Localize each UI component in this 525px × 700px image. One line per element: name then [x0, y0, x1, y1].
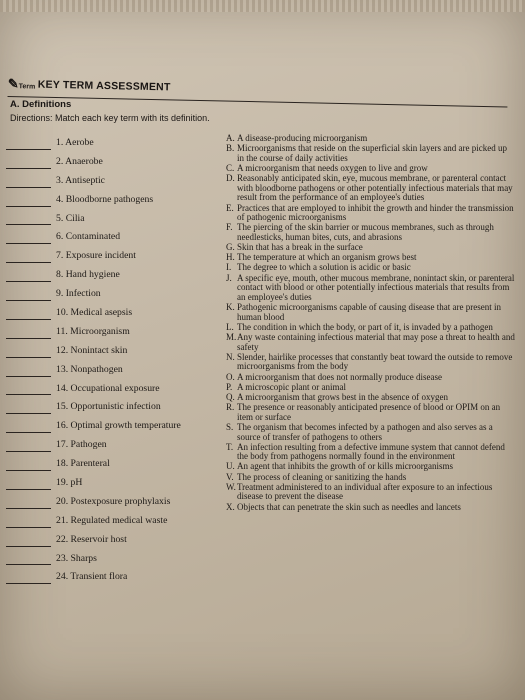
definition-item: [226, 274, 516, 303]
definition-letter: M.: [226, 332, 237, 342]
answer-blank[interactable]: [6, 168, 51, 169]
definition-item: [226, 462, 516, 472]
term-row: [6, 155, 221, 174]
definition-text: The condition in which the body, or part of it, is invaded by a pathogen: [237, 321, 493, 332]
term-row: [6, 193, 221, 212]
definition-text: A microorganism that does not normally produce disease: [237, 371, 443, 382]
section-title: A. Definitions: [10, 99, 72, 110]
definition-letter: O.: [226, 371, 235, 382]
term-row: [6, 306, 221, 325]
definition-letter: G.: [226, 242, 235, 253]
answer-blank[interactable]: [6, 338, 51, 339]
term-row: [6, 570, 221, 589]
definition-text: A microscopic plant or animal: [237, 381, 346, 392]
term-label: 22. Reservoir host: [56, 533, 127, 545]
definition-text: Pathogenic microorganisms capable of causing disease that are present in human blood: [237, 302, 501, 322]
answer-blank[interactable]: [6, 243, 51, 244]
answer-blank[interactable]: [6, 224, 51, 225]
definition-item: [226, 353, 516, 372]
definition-item: [226, 393, 516, 403]
definition-item: [226, 323, 516, 333]
definition-letter: P.: [226, 381, 233, 392]
term-row: [6, 382, 221, 401]
term-row: [6, 230, 221, 249]
term-label: 12. Nonintact skin: [56, 344, 128, 356]
answer-blank[interactable]: [6, 376, 51, 377]
definition-letter: B.: [226, 143, 235, 154]
term-label: 23. Sharps: [56, 552, 97, 564]
term-row: [6, 552, 221, 571]
definition-text: The presence or reasonably anticipated presence of blood or OPIM on an item or surface: [237, 402, 501, 422]
answer-blank[interactable]: [6, 300, 51, 301]
answer-blank[interactable]: [6, 319, 51, 320]
definition-letter: C.: [226, 162, 235, 173]
definition-item: [226, 204, 516, 223]
term-row: [6, 287, 221, 306]
term-row: [6, 212, 221, 231]
term-row: [6, 438, 221, 457]
answer-blank[interactable]: [6, 546, 51, 547]
term-label: 8. Hand hygiene: [56, 269, 120, 281]
section-header: [8, 74, 508, 107]
term-label: 20. Postexposure prophylaxis: [56, 495, 171, 507]
definition-letter: T.: [226, 441, 234, 452]
term-row: [6, 325, 221, 344]
definition-item: [226, 423, 516, 442]
definition-letter: I.: [226, 262, 232, 273]
definition-item: [226, 373, 516, 383]
term-label: 13. Nonpathogen: [56, 363, 123, 375]
term-row: [6, 533, 221, 552]
answer-blank[interactable]: [6, 413, 51, 414]
definition-text: A disease-producing microorganism: [237, 133, 368, 143]
term-label: 1. Aerobe: [56, 137, 94, 148]
definition-letter: W.: [226, 481, 236, 492]
term-row: [6, 457, 221, 476]
definition-item: [226, 134, 516, 144]
page-edge: [0, 0, 525, 12]
definition-text: A specific eye, mouth, other mucous membrane, nonintact skin, or parenteral contact with blood or other potentially infectious materials that results from an employee's duties: [237, 272, 515, 302]
definition-text: A microorganism that needs oxygen to live and grow: [237, 162, 428, 173]
answer-blank[interactable]: [6, 357, 51, 358]
definition-item: [226, 144, 516, 163]
term-label: 7. Exposure incident: [56, 250, 136, 262]
term-label: 24. Transient flora: [56, 571, 128, 583]
answer-blank[interactable]: [6, 206, 51, 207]
term-row: [6, 363, 221, 382]
answer-blank[interactable]: [6, 451, 51, 452]
term-label: 10. Medical asepsis: [56, 307, 133, 319]
definition-item: [226, 473, 516, 483]
definition-text: A microorganism that grows best in the absence of oxygen: [237, 391, 449, 402]
term-row: [6, 136, 221, 155]
definition-text: Reasonably anticipated skin, eye, mucous membrane, or parenteral contact with bloodborne pathogens or other potentially infectious materials that may result from the performance of an employee's duties: [237, 173, 513, 203]
definition-letter: K.: [226, 302, 235, 313]
answer-blank[interactable]: [6, 187, 51, 188]
answer-blank[interactable]: [6, 583, 51, 584]
definition-letter: Q.: [226, 391, 235, 402]
term-label: 17. Pathogen: [56, 439, 107, 451]
term-label: 14. Occupational exposure: [56, 382, 160, 394]
definition-letter: S.: [226, 421, 234, 432]
definition-item: [226, 223, 516, 242]
term-row: [6, 514, 221, 533]
answer-blank[interactable]: [6, 527, 51, 528]
definition-letter: N.: [226, 351, 235, 362]
definition-item: [226, 243, 516, 253]
definition-letter: D.: [226, 173, 235, 184]
definition-text: Any waste containing infectious material that may pose a threat to health and safety: [237, 332, 515, 352]
term-label: 16. Optimal growth temperature: [56, 420, 181, 432]
term-row: [6, 174, 221, 193]
answer-blank[interactable]: [6, 508, 51, 509]
term-label: 9. Infection: [56, 288, 101, 300]
term-label: 5. Cilia: [56, 212, 85, 224]
definitions-list: [226, 134, 516, 513]
definition-text: The process of cleaning or sanitizing the hands: [237, 471, 407, 482]
answer-blank[interactable]: [6, 432, 51, 433]
term-label: 4. Bloodborne pathogens: [56, 193, 154, 205]
definition-text: Practices that are employed to inhibit the growth and hinder the transmission of pathogenic microorganisms: [237, 202, 514, 223]
term-label: 11. Microorganism: [56, 325, 130, 337]
definition-item: [226, 403, 516, 422]
answer-blank[interactable]: [6, 564, 51, 565]
term-row: [6, 249, 221, 268]
definition-letter: F.: [226, 222, 233, 233]
definition-text: The degree to which a solution is acidic or basic: [237, 262, 411, 273]
definition-text: Skin that has a break in the surface: [237, 242, 363, 253]
definition-letter: X.: [226, 501, 235, 512]
term-label: 18. Parenteral: [56, 458, 110, 470]
definition-text: An agent that inhibits the growth of or kills microorganisms: [237, 461, 454, 472]
definition-text: Microorganisms that reside on the superficial skin layers and are picked up in the course of daily activities: [237, 143, 508, 163]
definition-text: Slender, hairlike processes that constantly beat toward the outside to remove microorganisms from the body: [237, 351, 513, 372]
answer-blank[interactable]: [6, 489, 51, 490]
definition-letter: R.: [226, 402, 235, 413]
definition-item: [226, 503, 516, 513]
page-title: KEY TERM ASSESSMENT: [37, 78, 171, 94]
term-label: 3. Antiseptic: [56, 174, 105, 186]
answer-blank[interactable]: [6, 262, 51, 263]
term-label: 21. Regulated medical waste: [56, 514, 168, 526]
definition-item: [226, 303, 516, 322]
terms-list: [6, 136, 221, 589]
definition-text: An infection resulting from a defective immune system that cannot defend the body from pathogens normally found in the environment: [237, 441, 505, 462]
definition-letter: V.: [226, 471, 234, 482]
definition-letter: E.: [226, 202, 234, 213]
definition-item: [226, 443, 516, 462]
term-logo-icon: ✎Term: [7, 75, 36, 92]
answer-blank[interactable]: [6, 470, 51, 471]
definition-letter: H.: [226, 252, 235, 263]
answer-blank[interactable]: [6, 149, 51, 150]
definition-letter: J.: [226, 272, 232, 283]
term-label: 6. Contaminated: [56, 231, 121, 243]
definition-item: [226, 174, 516, 203]
definition-item: [226, 263, 516, 273]
term-row: [6, 268, 221, 287]
term-row: [6, 495, 221, 514]
term-label: 2. Anaerobe: [56, 155, 103, 167]
definition-text: Treatment administered to an individual after exposure to an infectious disease to prevent the disease: [237, 481, 493, 502]
definition-text: Objects that can penetrate the skin such as needles and lancets: [237, 501, 461, 512]
definition-text: The temperature at which an organism grows best: [237, 252, 417, 263]
definition-item: [226, 383, 516, 393]
term-label: 15. Opportunistic infection: [56, 401, 161, 413]
term-row: [6, 476, 221, 495]
term-row: [6, 400, 221, 419]
definition-letter: U.: [226, 461, 235, 472]
definition-text: The organism that becomes infected by a pathogen and also serves as a source of transfer of pathogens to others: [237, 421, 493, 442]
definition-item: [226, 333, 516, 352]
term-label: 19. pH: [56, 477, 83, 489]
definition-item: [226, 483, 516, 502]
term-row: [6, 344, 221, 363]
definition-letter: L.: [226, 321, 234, 332]
directions-text: Directions: Match each key term with its definition.: [10, 113, 210, 123]
definition-item: [226, 253, 516, 263]
answer-blank[interactable]: [6, 394, 51, 395]
answer-blank[interactable]: [6, 281, 51, 282]
definition-item: [226, 164, 516, 174]
term-row: [6, 419, 221, 438]
definition-letter: A.: [226, 133, 235, 143]
definition-text: The piercing of the skin barrier or mucous membranes, such as through needlesticks, human bites, cuts, and abrasions: [237, 222, 494, 242]
